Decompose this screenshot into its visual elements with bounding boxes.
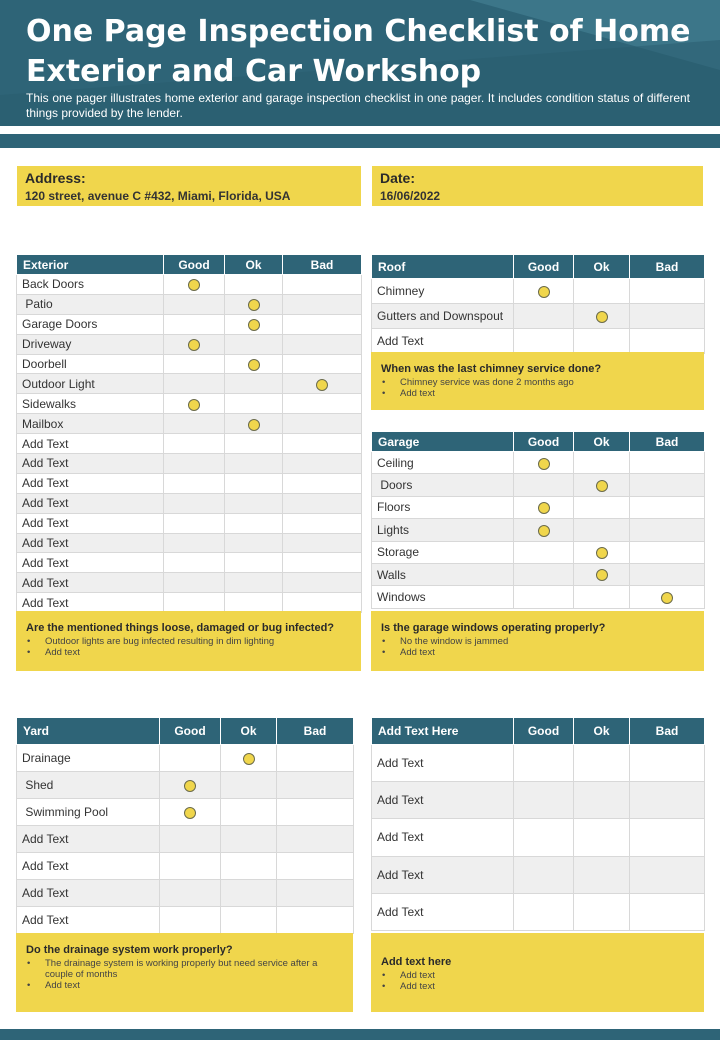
status-marker-icon (248, 419, 260, 431)
table-row (17, 434, 362, 454)
status-cell-ok (574, 856, 630, 893)
column-header-good: Good (160, 718, 221, 745)
status-cell-ok (221, 745, 277, 772)
date-box (372, 166, 703, 206)
status-cell-ok (574, 496, 630, 518)
status-cell-ok (225, 374, 283, 394)
table-row (17, 394, 362, 414)
item-label: Add Text (17, 880, 160, 907)
status-cell-ok (225, 434, 283, 454)
status-cell-good (160, 907, 221, 934)
status-marker-icon (316, 379, 328, 391)
status-cell-ok (225, 533, 283, 553)
exterior-note (16, 611, 361, 671)
status-cell-good (164, 414, 225, 434)
status-cell-bad (283, 294, 362, 314)
status-cell-ok (574, 819, 630, 856)
status-cell-bad (283, 473, 362, 493)
status-cell-good (514, 279, 574, 304)
status-cell-bad (283, 493, 362, 513)
status-cell-ok (225, 553, 283, 573)
status-marker-icon (538, 502, 550, 514)
table-row (17, 354, 362, 374)
item-label: Add Text (372, 782, 514, 819)
status-cell-ok (574, 452, 630, 474)
status-cell-bad (630, 893, 705, 930)
status-marker-icon (184, 807, 196, 819)
status-cell-good (514, 856, 574, 893)
table-row (17, 454, 362, 474)
exterior-note-question: Are the mentioned things loose, damaged or bug infected? (26, 622, 335, 634)
status-cell-ok (225, 454, 283, 474)
item-label: Patio (17, 294, 164, 314)
custom-table (371, 717, 705, 931)
custom-note-bullet: • Add text (381, 970, 694, 981)
status-cell-ok (574, 893, 630, 930)
item-label: Floors (372, 496, 514, 518)
status-cell-good (164, 473, 225, 493)
status-cell-bad (283, 374, 362, 394)
table-row (372, 329, 705, 354)
roof-note-question: When was the last chimney service done? (381, 363, 602, 375)
item-label: Outdoor Light (17, 374, 164, 394)
status-cell-ok (225, 473, 283, 493)
table-row (17, 772, 354, 799)
table-row (17, 513, 362, 533)
status-cell-bad (283, 434, 362, 454)
status-marker-icon (596, 547, 608, 559)
item-label: Sidewalks (17, 394, 164, 414)
column-header-bad: Bad (277, 718, 354, 745)
status-cell-good (514, 745, 574, 782)
status-cell-good (514, 329, 574, 354)
status-cell-ok (574, 541, 630, 563)
item-label: Mailbox (17, 414, 164, 434)
status-cell-bad (277, 745, 354, 772)
exterior-section-title: Exterior (17, 255, 164, 275)
status-cell-ok (225, 314, 283, 334)
column-header-bad: Bad (630, 432, 705, 452)
yard-note-bullet: • The drainage system is working properly but need service after a couple of months (26, 958, 343, 980)
status-marker-icon (661, 592, 673, 604)
status-cell-bad (283, 593, 362, 613)
status-cell-good (514, 563, 574, 585)
table-row (372, 563, 705, 585)
status-cell-good (514, 496, 574, 518)
status-marker-icon (596, 569, 608, 581)
status-cell-good (160, 826, 221, 853)
yard-note (16, 933, 353, 1012)
table-row (17, 533, 362, 553)
column-header-bad: Bad (630, 718, 705, 745)
status-cell-good (514, 782, 574, 819)
status-cell-good (514, 541, 574, 563)
status-cell-bad (283, 354, 362, 374)
item-label: Ceiling (372, 452, 514, 474)
status-cell-bad (630, 745, 705, 782)
column-header-bad: Bad (630, 255, 705, 279)
status-cell-ok (225, 354, 283, 374)
garage-note-question: Is the garage windows operating properly? (381, 622, 606, 634)
item-label: Add Text (17, 513, 164, 533)
item-label: Add Text (17, 826, 160, 853)
roof-table (371, 254, 705, 354)
status-cell-good (164, 573, 225, 593)
status-cell-bad (630, 474, 705, 496)
item-label: Add Text (372, 745, 514, 782)
table-row (17, 799, 354, 826)
status-cell-ok (225, 493, 283, 513)
status-cell-bad (277, 772, 354, 799)
column-header-ok: Ok (574, 718, 630, 745)
table-row (17, 907, 354, 934)
status-cell-bad (283, 573, 362, 593)
page-title: One Page Inspection Checklist of Home Exterior and Car Workshop (26, 14, 691, 89)
status-cell-ok (221, 826, 277, 853)
item-label: Add Text (372, 329, 514, 354)
item-label: Storage (372, 541, 514, 563)
status-cell-ok (574, 279, 630, 304)
date-label: Date: (380, 170, 416, 186)
item-label: Add Text (17, 434, 164, 454)
table-row (372, 452, 705, 474)
status-cell-ok (221, 799, 277, 826)
table-row (372, 782, 705, 819)
table-row (17, 493, 362, 513)
item-label: Add Text (17, 553, 164, 573)
status-marker-icon (188, 279, 200, 291)
status-cell-good (514, 474, 574, 496)
address-value: 120 street, avenue C #432, Miami, Florida, USA (25, 189, 291, 203)
status-cell-good (164, 334, 225, 354)
yard-note-bullet: • Add text (26, 980, 343, 991)
yard-table (16, 717, 354, 934)
status-cell-good (514, 519, 574, 541)
table-row (17, 853, 354, 880)
status-cell-bad (630, 819, 705, 856)
table-row (17, 880, 354, 907)
status-marker-icon (188, 399, 200, 411)
status-marker-icon (248, 299, 260, 311)
garage-note (371, 611, 704, 671)
status-marker-icon (538, 286, 550, 298)
status-cell-ok (225, 513, 283, 533)
table-row (372, 474, 705, 496)
status-cell-good (164, 513, 225, 533)
date-value: 16/06/2022 (380, 189, 441, 203)
status-cell-bad (283, 553, 362, 573)
custom-note (371, 933, 704, 1012)
item-label: Add Text (17, 533, 164, 553)
status-marker-icon (248, 359, 260, 371)
table-row (372, 541, 705, 563)
status-cell-bad (630, 304, 705, 329)
status-marker-icon (184, 780, 196, 792)
status-cell-ok (221, 853, 277, 880)
exterior-table (16, 254, 362, 613)
status-cell-bad (277, 799, 354, 826)
status-cell-ok (574, 563, 630, 585)
roof-note-bullet: • Chimney service was done 2 months ago (381, 377, 694, 388)
status-marker-icon (243, 753, 255, 765)
table-row (17, 473, 362, 493)
address-label: Address: (25, 170, 86, 186)
garage-note-bullet: • Add text (381, 647, 694, 658)
status-cell-bad (277, 880, 354, 907)
status-cell-ok (221, 880, 277, 907)
item-label: Add Text (17, 593, 164, 613)
item-label: Add Text (17, 853, 160, 880)
table-row (17, 573, 362, 593)
item-label: Add Text (17, 454, 164, 474)
garage-section-title: Garage (372, 432, 514, 452)
status-cell-ok (221, 772, 277, 799)
table-row (372, 519, 705, 541)
status-cell-good (160, 799, 221, 826)
address-box (17, 166, 361, 206)
column-header-ok: Ok (574, 255, 630, 279)
exterior-note-bullet: • Add text (26, 647, 351, 658)
status-cell-bad (630, 563, 705, 585)
status-cell-bad (283, 394, 362, 414)
status-cell-ok (225, 573, 283, 593)
status-cell-ok (574, 474, 630, 496)
roof-section-title: Roof (372, 255, 514, 279)
item-label: Windows (372, 586, 514, 608)
status-cell-ok (574, 782, 630, 819)
item-label: Doorbell (17, 354, 164, 374)
footer-bar (0, 1029, 720, 1040)
status-marker-icon (248, 319, 260, 331)
custom-note-question: Add text here (381, 956, 452, 968)
roof-note (371, 352, 704, 410)
table-row (372, 745, 705, 782)
table-row (17, 294, 362, 314)
column-header-ok: Ok (225, 255, 283, 275)
status-cell-bad (630, 586, 705, 608)
status-cell-bad (283, 414, 362, 434)
item-label: Add Text (17, 573, 164, 593)
status-cell-good (164, 294, 225, 314)
status-cell-good (160, 772, 221, 799)
status-cell-good (514, 452, 574, 474)
custom-section-title: Add Text Here (372, 718, 514, 745)
status-cell-bad (630, 496, 705, 518)
status-cell-good (514, 819, 574, 856)
status-cell-good (164, 354, 225, 374)
item-label: Add Text (17, 907, 160, 934)
status-cell-ok (225, 334, 283, 354)
table-row (17, 334, 362, 354)
status-cell-ok (225, 294, 283, 314)
status-cell-bad (630, 519, 705, 541)
status-cell-good (164, 553, 225, 573)
status-cell-bad (277, 826, 354, 853)
status-cell-ok (221, 907, 277, 934)
status-cell-bad (283, 533, 362, 553)
column-header-good: Good (514, 718, 574, 745)
status-cell-ok (225, 275, 283, 295)
status-cell-good (164, 454, 225, 474)
status-cell-good (164, 493, 225, 513)
status-cell-ok (574, 304, 630, 329)
item-label: Walls (372, 563, 514, 585)
item-label: Doors (372, 474, 514, 496)
status-cell-good (164, 593, 225, 613)
status-cell-good (164, 533, 225, 553)
table-row (17, 826, 354, 853)
item-label: Shed (17, 772, 160, 799)
status-cell-bad (283, 275, 362, 295)
status-cell-bad (630, 452, 705, 474)
column-header-good: Good (514, 255, 574, 279)
status-cell-bad (283, 454, 362, 474)
column-header-ok: Ok (221, 718, 277, 745)
status-marker-icon (596, 311, 608, 323)
status-cell-bad (630, 856, 705, 893)
item-label: Swimming Pool (17, 799, 160, 826)
status-marker-icon (188, 339, 200, 351)
column-header-good: Good (164, 255, 225, 275)
page-subtitle: This one pager illustrates home exterior and garage inspection checklist in one pager. It includes condition status of different things provided by the lender. (26, 91, 690, 120)
table-row (372, 496, 705, 518)
table-row (372, 279, 705, 304)
table-row (372, 893, 705, 930)
table-row (17, 374, 362, 394)
status-cell-ok (574, 519, 630, 541)
status-cell-bad (630, 329, 705, 354)
item-label: Gutters and Downspout (372, 304, 514, 329)
table-row (17, 275, 362, 295)
item-label: Add Text (17, 473, 164, 493)
item-label: Drainage (17, 745, 160, 772)
item-label: Add Text (17, 493, 164, 513)
garage-table (371, 431, 705, 609)
yard-note-question: Do the drainage system work properly? (26, 944, 233, 956)
item-label: Lights (372, 519, 514, 541)
status-cell-good (160, 880, 221, 907)
exterior-note-bullet: • Outdoor lights are bug infected resulting in dim lighting (26, 636, 351, 647)
table-row (372, 819, 705, 856)
status-marker-icon (538, 458, 550, 470)
custom-note-bullet: • Add text (381, 981, 694, 992)
status-cell-ok (574, 329, 630, 354)
yard-section-title: Yard (17, 718, 160, 745)
table-row (17, 414, 362, 434)
item-label: Chimney (372, 279, 514, 304)
status-cell-good (164, 275, 225, 295)
status-cell-ok (225, 394, 283, 414)
status-cell-good (160, 853, 221, 880)
roof-note-bullet: • Add text (381, 388, 694, 399)
item-label: Back Doors (17, 275, 164, 295)
table-row (372, 856, 705, 893)
status-cell-bad (630, 541, 705, 563)
item-label: Add Text (372, 856, 514, 893)
status-cell-good (164, 314, 225, 334)
status-cell-bad (630, 279, 705, 304)
column-header-ok: Ok (574, 432, 630, 452)
status-cell-good (164, 374, 225, 394)
status-cell-good (514, 893, 574, 930)
status-cell-good (164, 434, 225, 454)
status-cell-good (514, 586, 574, 608)
status-cell-ok (225, 593, 283, 613)
table-row (17, 314, 362, 334)
status-cell-good (164, 394, 225, 414)
item-label: Add Text (372, 819, 514, 856)
status-cell-ok (225, 414, 283, 434)
table-row (372, 586, 705, 608)
status-cell-bad (283, 334, 362, 354)
status-marker-icon (538, 525, 550, 537)
status-marker-icon (596, 480, 608, 492)
status-cell-bad (277, 853, 354, 880)
item-label: Add Text (372, 893, 514, 930)
item-label: Driveway (17, 334, 164, 354)
status-cell-bad (277, 907, 354, 934)
garage-note-bullet: • No the window is jammed (381, 636, 694, 647)
status-cell-ok (574, 745, 630, 782)
table-row (17, 553, 362, 573)
column-header-good: Good (514, 432, 574, 452)
header-divider (0, 130, 720, 148)
status-cell-good (160, 745, 221, 772)
status-cell-bad (283, 314, 362, 334)
status-cell-ok (574, 586, 630, 608)
status-cell-bad (283, 513, 362, 533)
table-row (17, 593, 362, 613)
status-cell-good (514, 304, 574, 329)
table-row (372, 304, 705, 329)
column-header-bad: Bad (283, 255, 362, 275)
table-row (17, 745, 354, 772)
page-header (0, 0, 720, 126)
item-label: Garage Doors (17, 314, 164, 334)
status-cell-bad (630, 782, 705, 819)
